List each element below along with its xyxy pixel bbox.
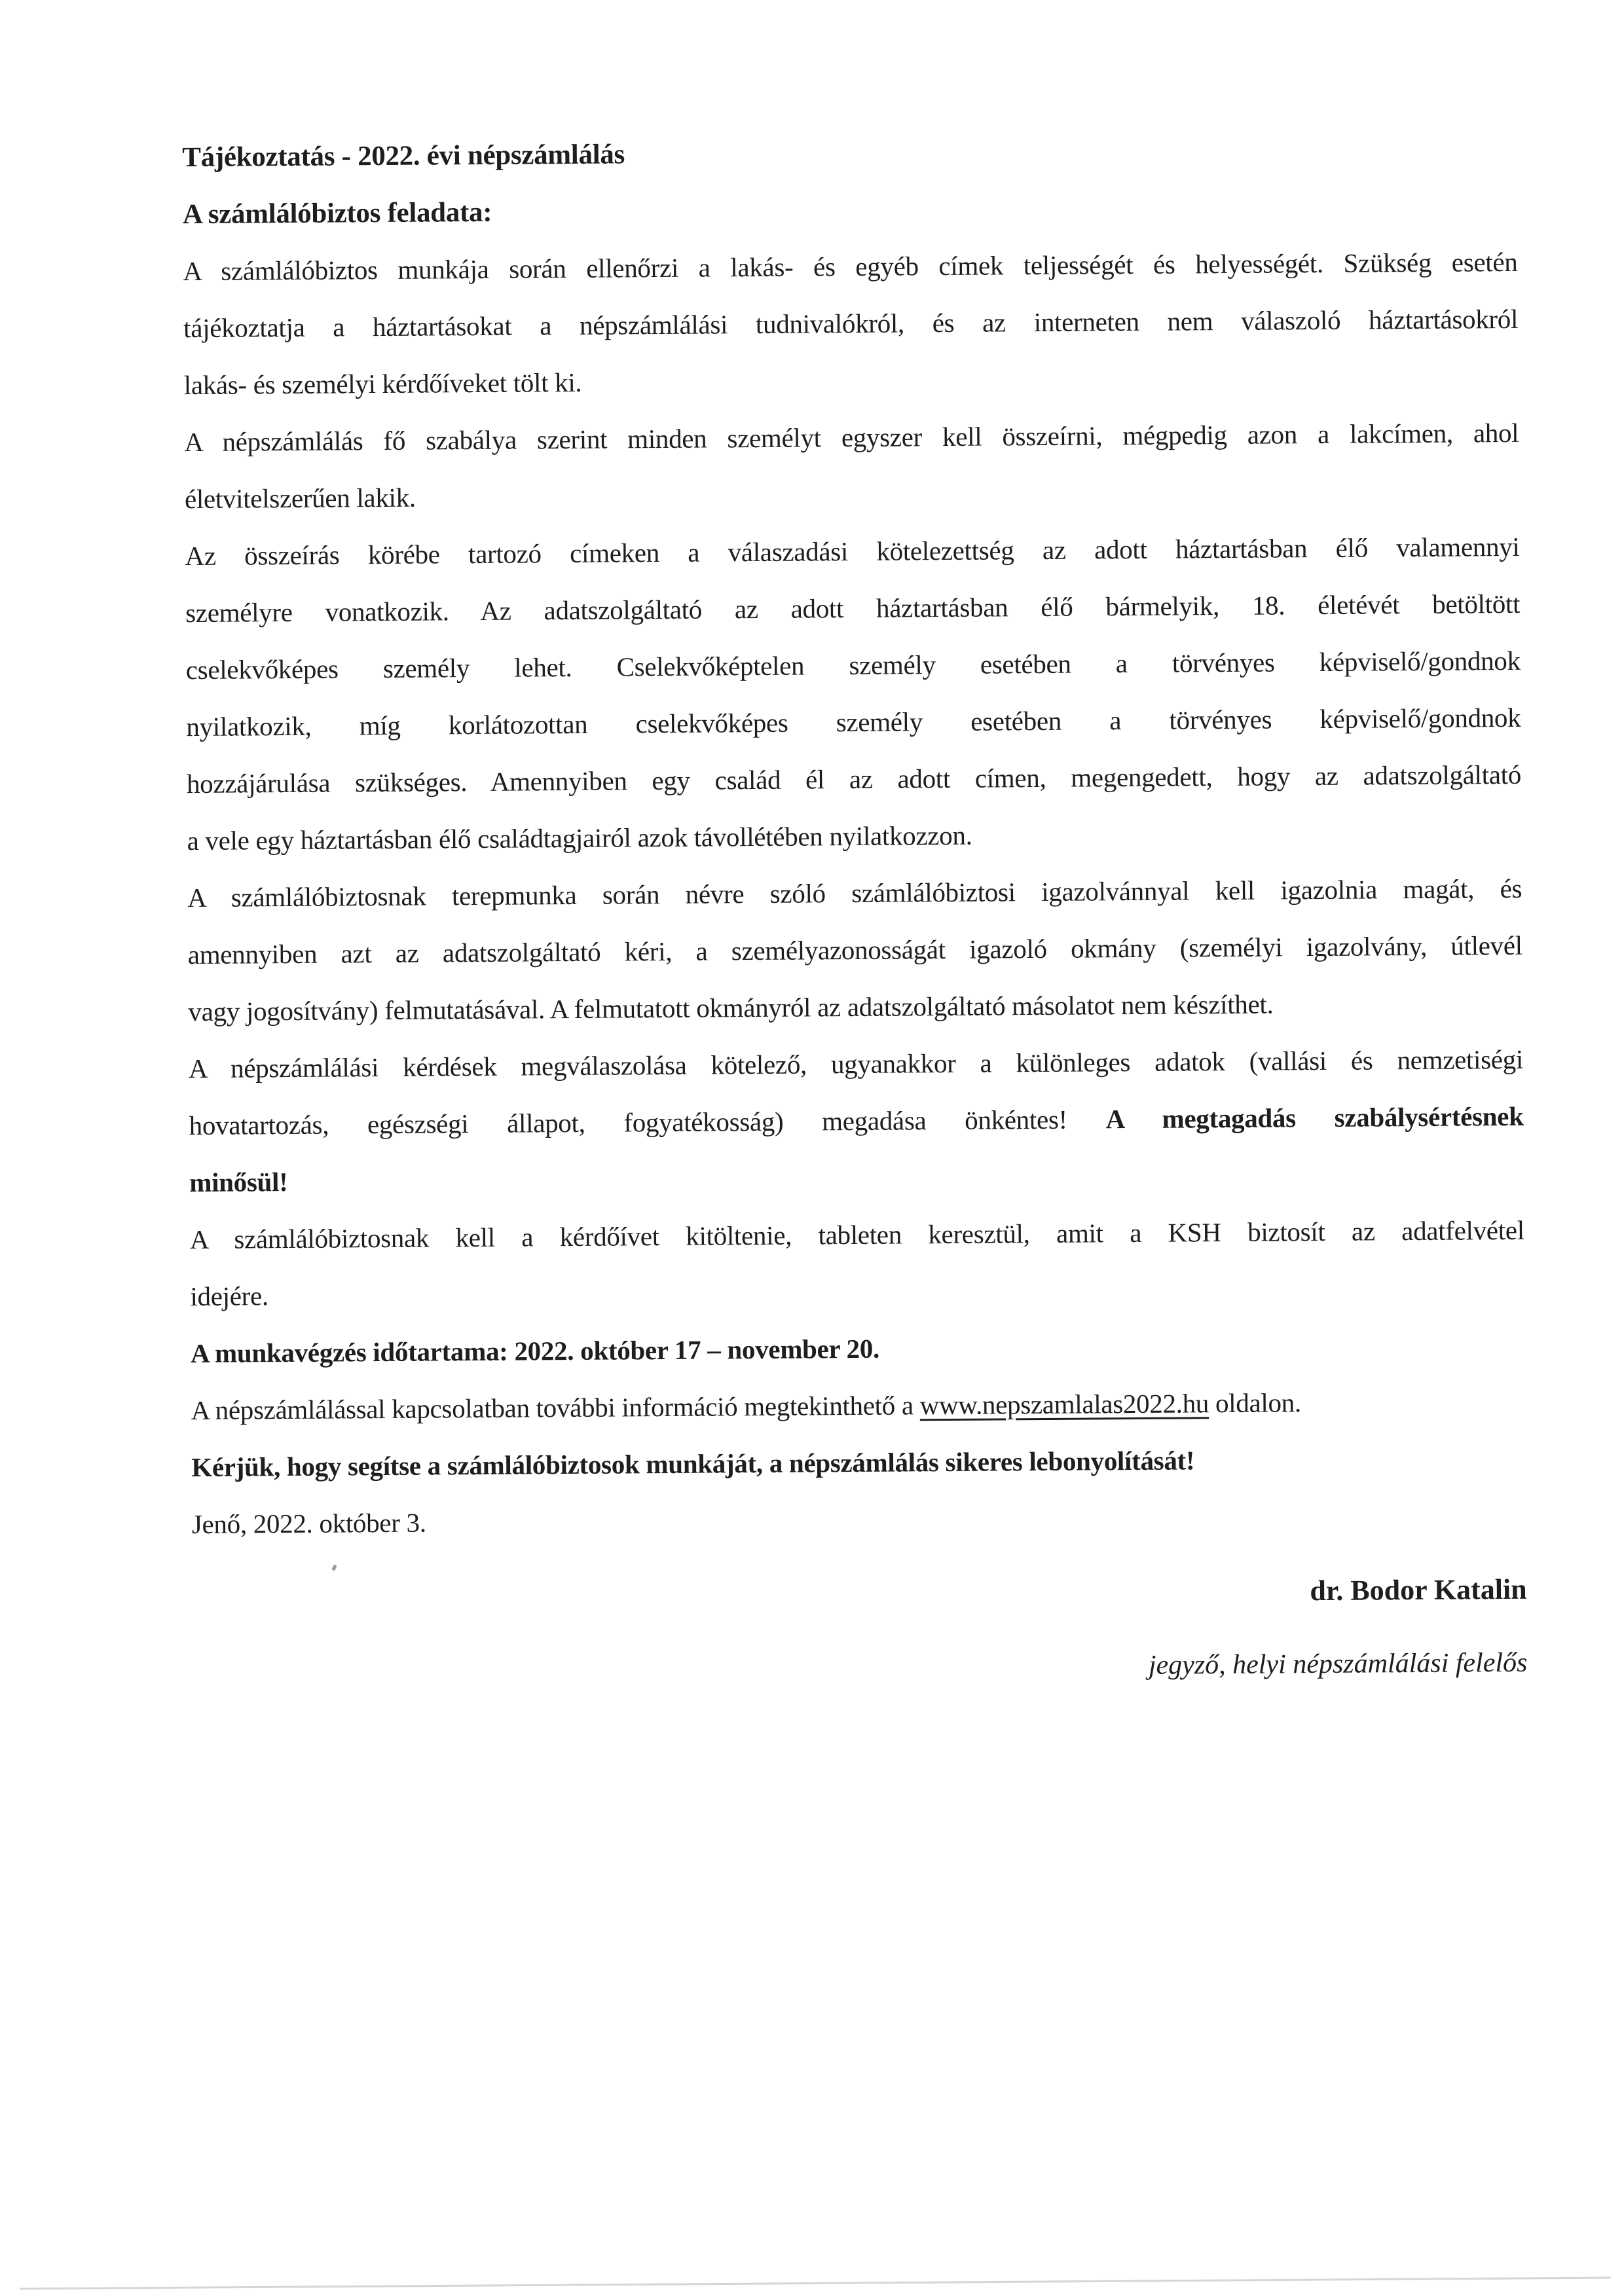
body-text-line <box>189 1088 1524 1154</box>
section-heading <box>183 177 1518 243</box>
signature-block <box>192 1553 1528 1709</box>
body-text-line <box>184 405 1519 471</box>
info-link-line <box>191 1373 1526 1439</box>
text-segment: életvitelszerűen lakik. <box>184 482 416 515</box>
text-block <box>182 120 1526 1553</box>
signature-role: jegyző, helyi népszámlálási felelős <box>1148 1647 1528 1681</box>
text-segment: amennyiben azt az adatszolgáltató kéri, a személyazonosságát igazoló okmány (személyi igazolvány, útlevél <box>187 930 1522 970</box>
body-text-line <box>190 1202 1525 1268</box>
text-segment: hovatartozás, egészségi állapot, fogyatékosság) megadása önkéntes! <box>189 1104 1106 1141</box>
signature-name: dr. Bodor Katalin <box>1310 1573 1527 1607</box>
text-segment: minősül! <box>189 1167 288 1198</box>
text-segment: A népszámlálás fő szabálya szerint minden személyt egyszer kell összeírni, mégpedig azon a lakcímen, ahol <box>184 417 1519 458</box>
body-text-line <box>188 974 1523 1040</box>
text-segment: oldalon. <box>1208 1387 1301 1419</box>
text-segment: A népszámlálási kérdések megválaszolása kötelező, ugyanakkor a különleges adatok (vallási és nemzetiségi <box>188 1044 1524 1084</box>
body-text-line <box>190 1259 1525 1325</box>
text-segment: A számlálóbiztosnak kell a kérdőívet kitöltenie, tableten keresztül, amit a KSH biztosít az adatfelvétel <box>189 1214 1524 1255</box>
text-segment: idejére. <box>190 1281 269 1312</box>
text-segment: A számlálóbiztos munkája során ellenőrzi a lakás- és egyéb címek teljességét és helyességét. Szükség esetén <box>183 246 1518 287</box>
body-text-line <box>186 689 1521 756</box>
body-text-line <box>183 291 1519 357</box>
text-segment: A munkavégzés időtartama: 2022. október 17 – november 20. <box>190 1333 880 1369</box>
request-line <box>191 1430 1526 1496</box>
text-segment: A megtagadás szabálysértésnek <box>1105 1101 1524 1135</box>
text-segment: A számlálóbiztos feladata: <box>182 196 492 230</box>
body-text-line <box>187 860 1522 926</box>
text-segment: tájékoztatja a háztartásokat a népszámlálási tudnivalókról, és az interneten nem válaszoló háztartásokról <box>183 303 1519 344</box>
text-segment: nyilatkozik, míg korlátozottan cselekvőképes személy esetében a törvényes képviselő/gondnok <box>186 702 1521 742</box>
body-text-line <box>189 1145 1524 1211</box>
body-text-line <box>183 348 1519 414</box>
text-segment: lakás- és személyi kérdőíveket tölt ki. <box>183 367 582 401</box>
body-text-line <box>188 917 1523 983</box>
document-title <box>182 120 1517 186</box>
scan-edge-artifact-line <box>20 2277 1611 2290</box>
text-segment: Jenő, 2022. október 3. <box>191 1507 426 1540</box>
body-text-line <box>185 632 1521 699</box>
body-text-line <box>185 462 1520 528</box>
text-segment: A számlálóbiztosnak terepmunka során névre szóló számlálóbiztosi igazolvánnyal kell igazolnia magát, és <box>187 873 1522 913</box>
text-segment: Tájékoztatás - 2022. évi népszámlálás <box>182 139 625 173</box>
dateline <box>192 1487 1527 1553</box>
body-text-line <box>187 746 1522 812</box>
body-text-line <box>183 234 1518 300</box>
text-segment: a vele egy háztartásban élő családtagjairól azok távollétében nyilatkozzon. <box>187 820 972 856</box>
body-text-line <box>187 803 1522 869</box>
work-period-line <box>191 1316 1526 1382</box>
text-segment: hozzájárulása szükséges. Amennyiben egy család él az adott címen, megengedett, hogy az adatszolgáltató <box>186 759 1522 799</box>
text-segment: Kérjük, hogy segítse a számlálóbiztosok munkáját, a népszámlálás sikeres lebonyolítását! <box>191 1445 1195 1483</box>
document-body <box>182 120 1528 1709</box>
text-segment: vagy jogosítvány) felmutatásával. A felmutatott okmányról az adatszolgáltató másolatot nem készíthet. <box>188 989 1274 1027</box>
text-segment: személyre vonatkozik. Az adatszolgáltató az adott háztartásban élő bármelyik, 18. életévét betöltött <box>185 588 1521 629</box>
link-url: www.nepszamlalas2022.hu <box>919 1388 1209 1421</box>
body-text-line <box>185 519 1520 585</box>
text-segment: cselekvőképes személy lehet. Cselekvőképtelen személy esetében a törvényes képviselő/gondnok <box>185 645 1521 685</box>
body-text-line <box>185 575 1521 642</box>
text-segment: A népszámlálással kapcsolatban további információ megtekinthető a <box>191 1390 920 1426</box>
text-segment: Az összeírás körébe tartozó címeken a válaszadási kötelezettség az adott háztartásban élő valamennyi <box>185 531 1520 572</box>
body-text-line <box>189 1031 1524 1097</box>
